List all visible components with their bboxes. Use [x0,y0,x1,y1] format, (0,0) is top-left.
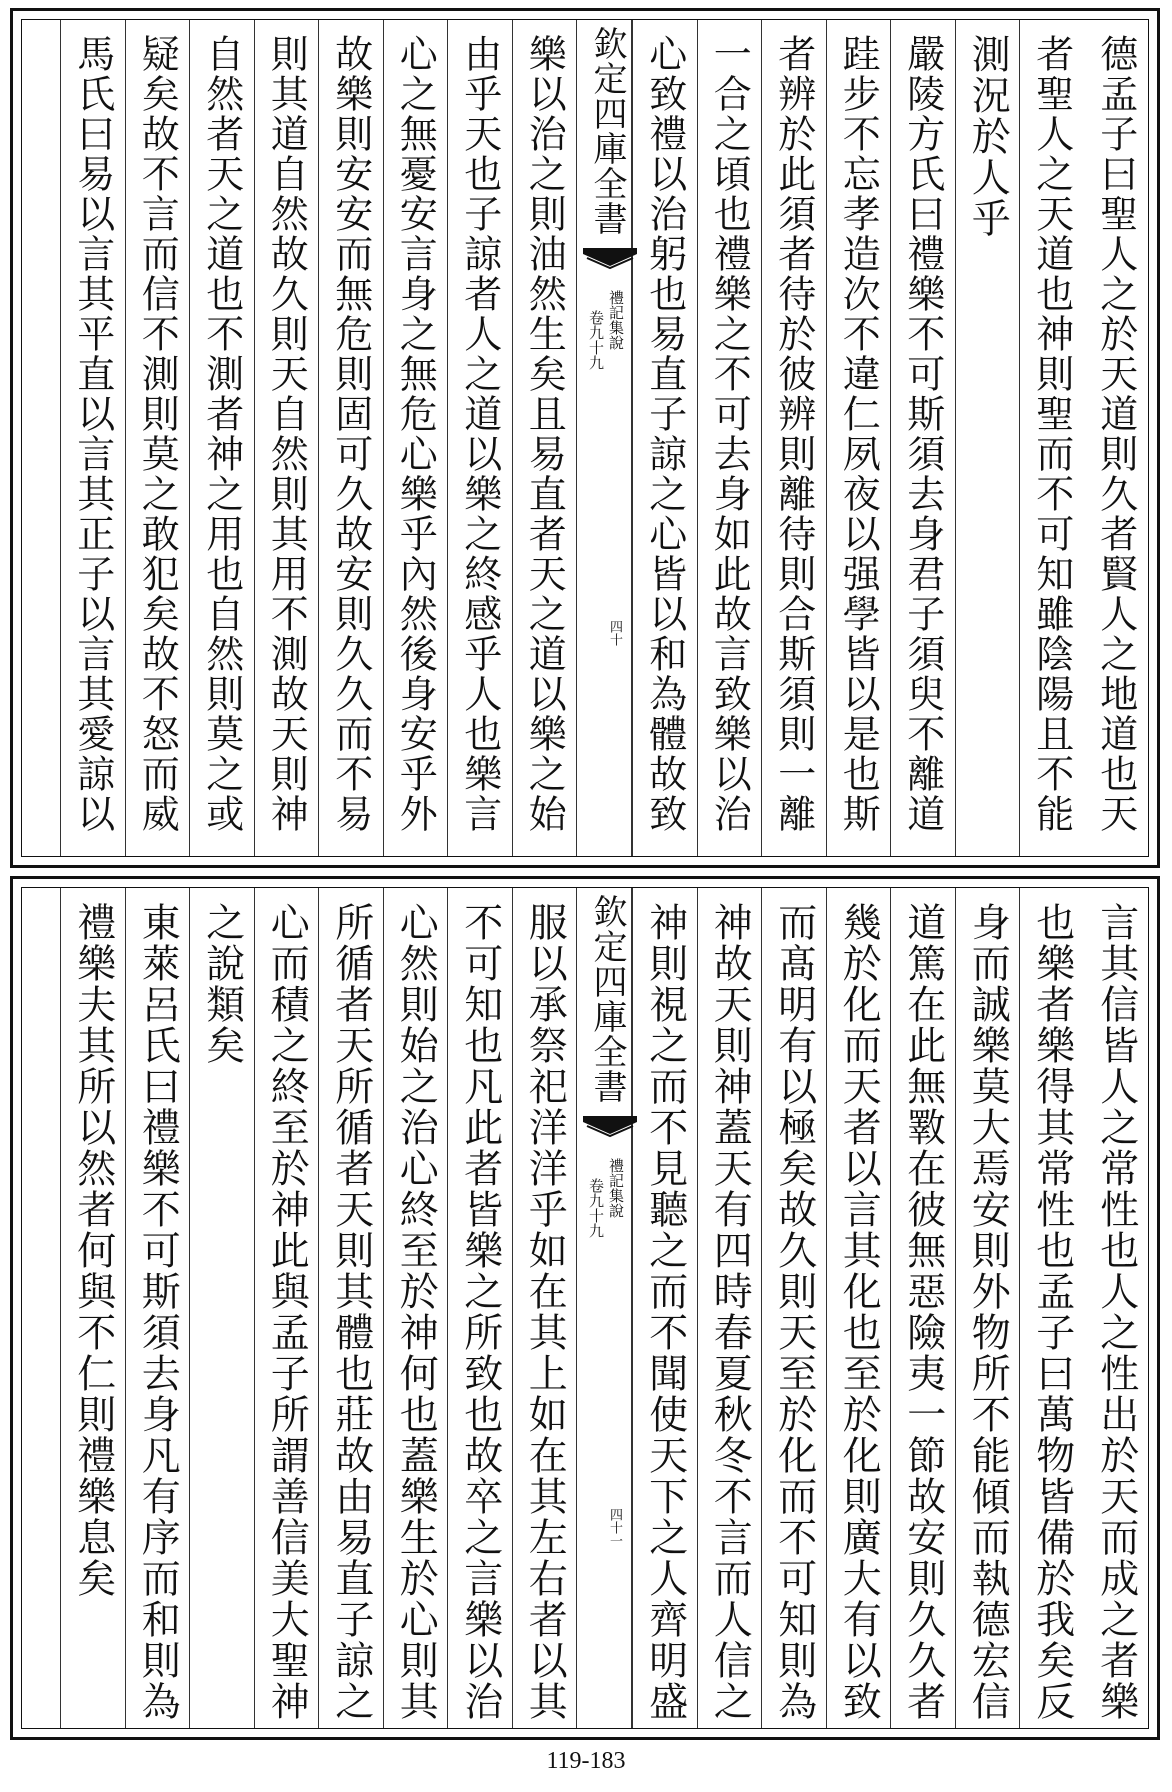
text-column [826,888,891,1728]
column-text: 不可知也凡此者皆樂之所致也故卒之言樂以治 [457,902,503,1722]
column-text: 道篤在此無斁在彼無惡險夷一節故安則久久者 [900,902,946,1722]
column-text: 神故天則神蓋天有四時春夏秋冬不言而人信之 [707,902,753,1722]
column-text: 一合之頃也禮樂之不可去身如此故言致樂以治 [707,34,752,834]
center-margin [576,20,632,856]
column-text: 心然則始之治心終至於神何也蓋樂生於心則其 [393,902,439,1722]
text-column [125,888,190,1728]
fishtail-ornament-icon [583,1114,637,1138]
text-column [447,20,512,856]
text-column [318,20,383,856]
column-text: 自然者天之道也不測者神之用也自然則莫之或 [199,34,244,834]
column-text: 神則視之而不見聽之而不聞使天下之人齊明盛 [642,902,688,1722]
column-text: 東萊呂氏曰禮樂不可斯須去身凡有序而和則為 [135,902,181,1722]
bottom-page-text-frame [21,887,1149,1729]
text-column [632,888,697,1728]
text-column [60,20,125,856]
text-column [955,888,1020,1728]
text-column [697,888,762,1728]
column-text: 疑矣故不言而信不測則莫之敢犯矣故不怒而威 [135,34,180,834]
text-column [1084,20,1149,856]
column-text: 故樂則安安而無危則固可久故安則久久而不易 [328,34,373,834]
text-column [254,20,319,856]
text-column [955,20,1020,856]
text-column [890,20,955,856]
column-text: 禮樂夫其所以然者何與不仁則禮樂息矣 [70,902,116,1599]
text-column [761,20,826,856]
book-title: 禮記集說 [607,1158,625,1218]
column-text: 心致禮以治躬也易直子諒之心皆以和為體故致 [642,34,687,834]
text-column [826,20,891,856]
text-column [447,888,512,1728]
text-column [1019,20,1084,856]
bottom-page [10,876,1160,1740]
text-column [383,20,448,856]
column-text: 心而積之終至於神此與孟子所謂善信美大聖神 [264,902,310,1722]
text-column [512,20,577,856]
column-text: 身而誠樂莫大焉安則外物所不能傾而執德宏信 [965,902,1011,1722]
text-column [318,888,383,1728]
collection-title: 欽定四庫全書 [587,26,627,236]
leaf-number: 四十一 [607,1508,622,1547]
column-text: 也樂者樂得其常性也孟子曰萬物皆備於我矣反 [1029,902,1075,1722]
text-column [761,888,826,1728]
column-text: 測況於人乎 [965,34,1011,239]
top-page-text-frame [21,19,1149,857]
text-column [189,888,254,1728]
column-text: 幾於化而天者以言其化也至於化則廣大有以致 [836,902,882,1722]
top-page [10,8,1160,868]
column-text: 心之無憂安言身之無危心樂乎內然後身安乎外 [393,34,438,834]
text-column [890,888,955,1728]
column-text: 者聖人之天道也神則聖而不可知雖陰陽且不能 [1029,34,1074,834]
text-column [632,20,697,856]
column-text: 所循者天所循者天則其體也莊故由易直子諒之 [328,902,374,1722]
collection-title: 欽定四庫全書 [587,894,627,1104]
text-column [1019,888,1084,1728]
text-column [697,20,762,856]
text-column [60,888,125,1728]
text-column [383,888,448,1728]
column-text: 由乎天也子諒者人之道以樂之終感乎人也樂言 [457,34,502,834]
column-text: 嚴陵方氏曰禮樂不可斯須去身君子須臾不離道 [900,34,945,834]
text-column [1084,888,1149,1728]
text-column [125,20,190,856]
text-column [512,888,577,1728]
page-number: 119-183 [546,1748,626,1774]
volume-number: 卷九十九 [587,310,605,370]
volume-number: 卷九十九 [587,1178,605,1238]
column-text: 樂以治之則油然生矣且易直者天之道以樂之始 [522,34,567,834]
leaf-number: 四十 [607,620,622,646]
column-text: 德孟子曰聖人之於天道則久者賢人之地道也天 [1093,34,1138,834]
column-text: 之說類矣 [199,902,245,1066]
book-title: 禮記集說 [607,290,625,350]
column-text: 服以承祭祀洋洋乎如在其上如在其左右者以其 [522,902,568,1722]
column-text: 則其道自然故久則天自然則其用不測故天則神 [264,34,309,834]
column-text: 而髙明有以極矣故久則天至於化而不可知則為 [771,902,817,1722]
fishtail-ornament-icon [583,246,637,270]
text-column [189,20,254,856]
column-text: 者辨於此須者待於彼辨則離待則合斯須則一離 [771,34,816,834]
column-text: 馬氏曰易以言其平直以言其正子以言其愛諒以 [70,34,115,834]
center-margin [576,888,632,1728]
column-text: 言其信皆人之常性也人之性出於天而成之者樂 [1093,902,1139,1722]
text-column [254,888,319,1728]
column-text: 跬步不忘孝造次不違仁夙夜以强學皆以是也斯 [836,34,881,834]
